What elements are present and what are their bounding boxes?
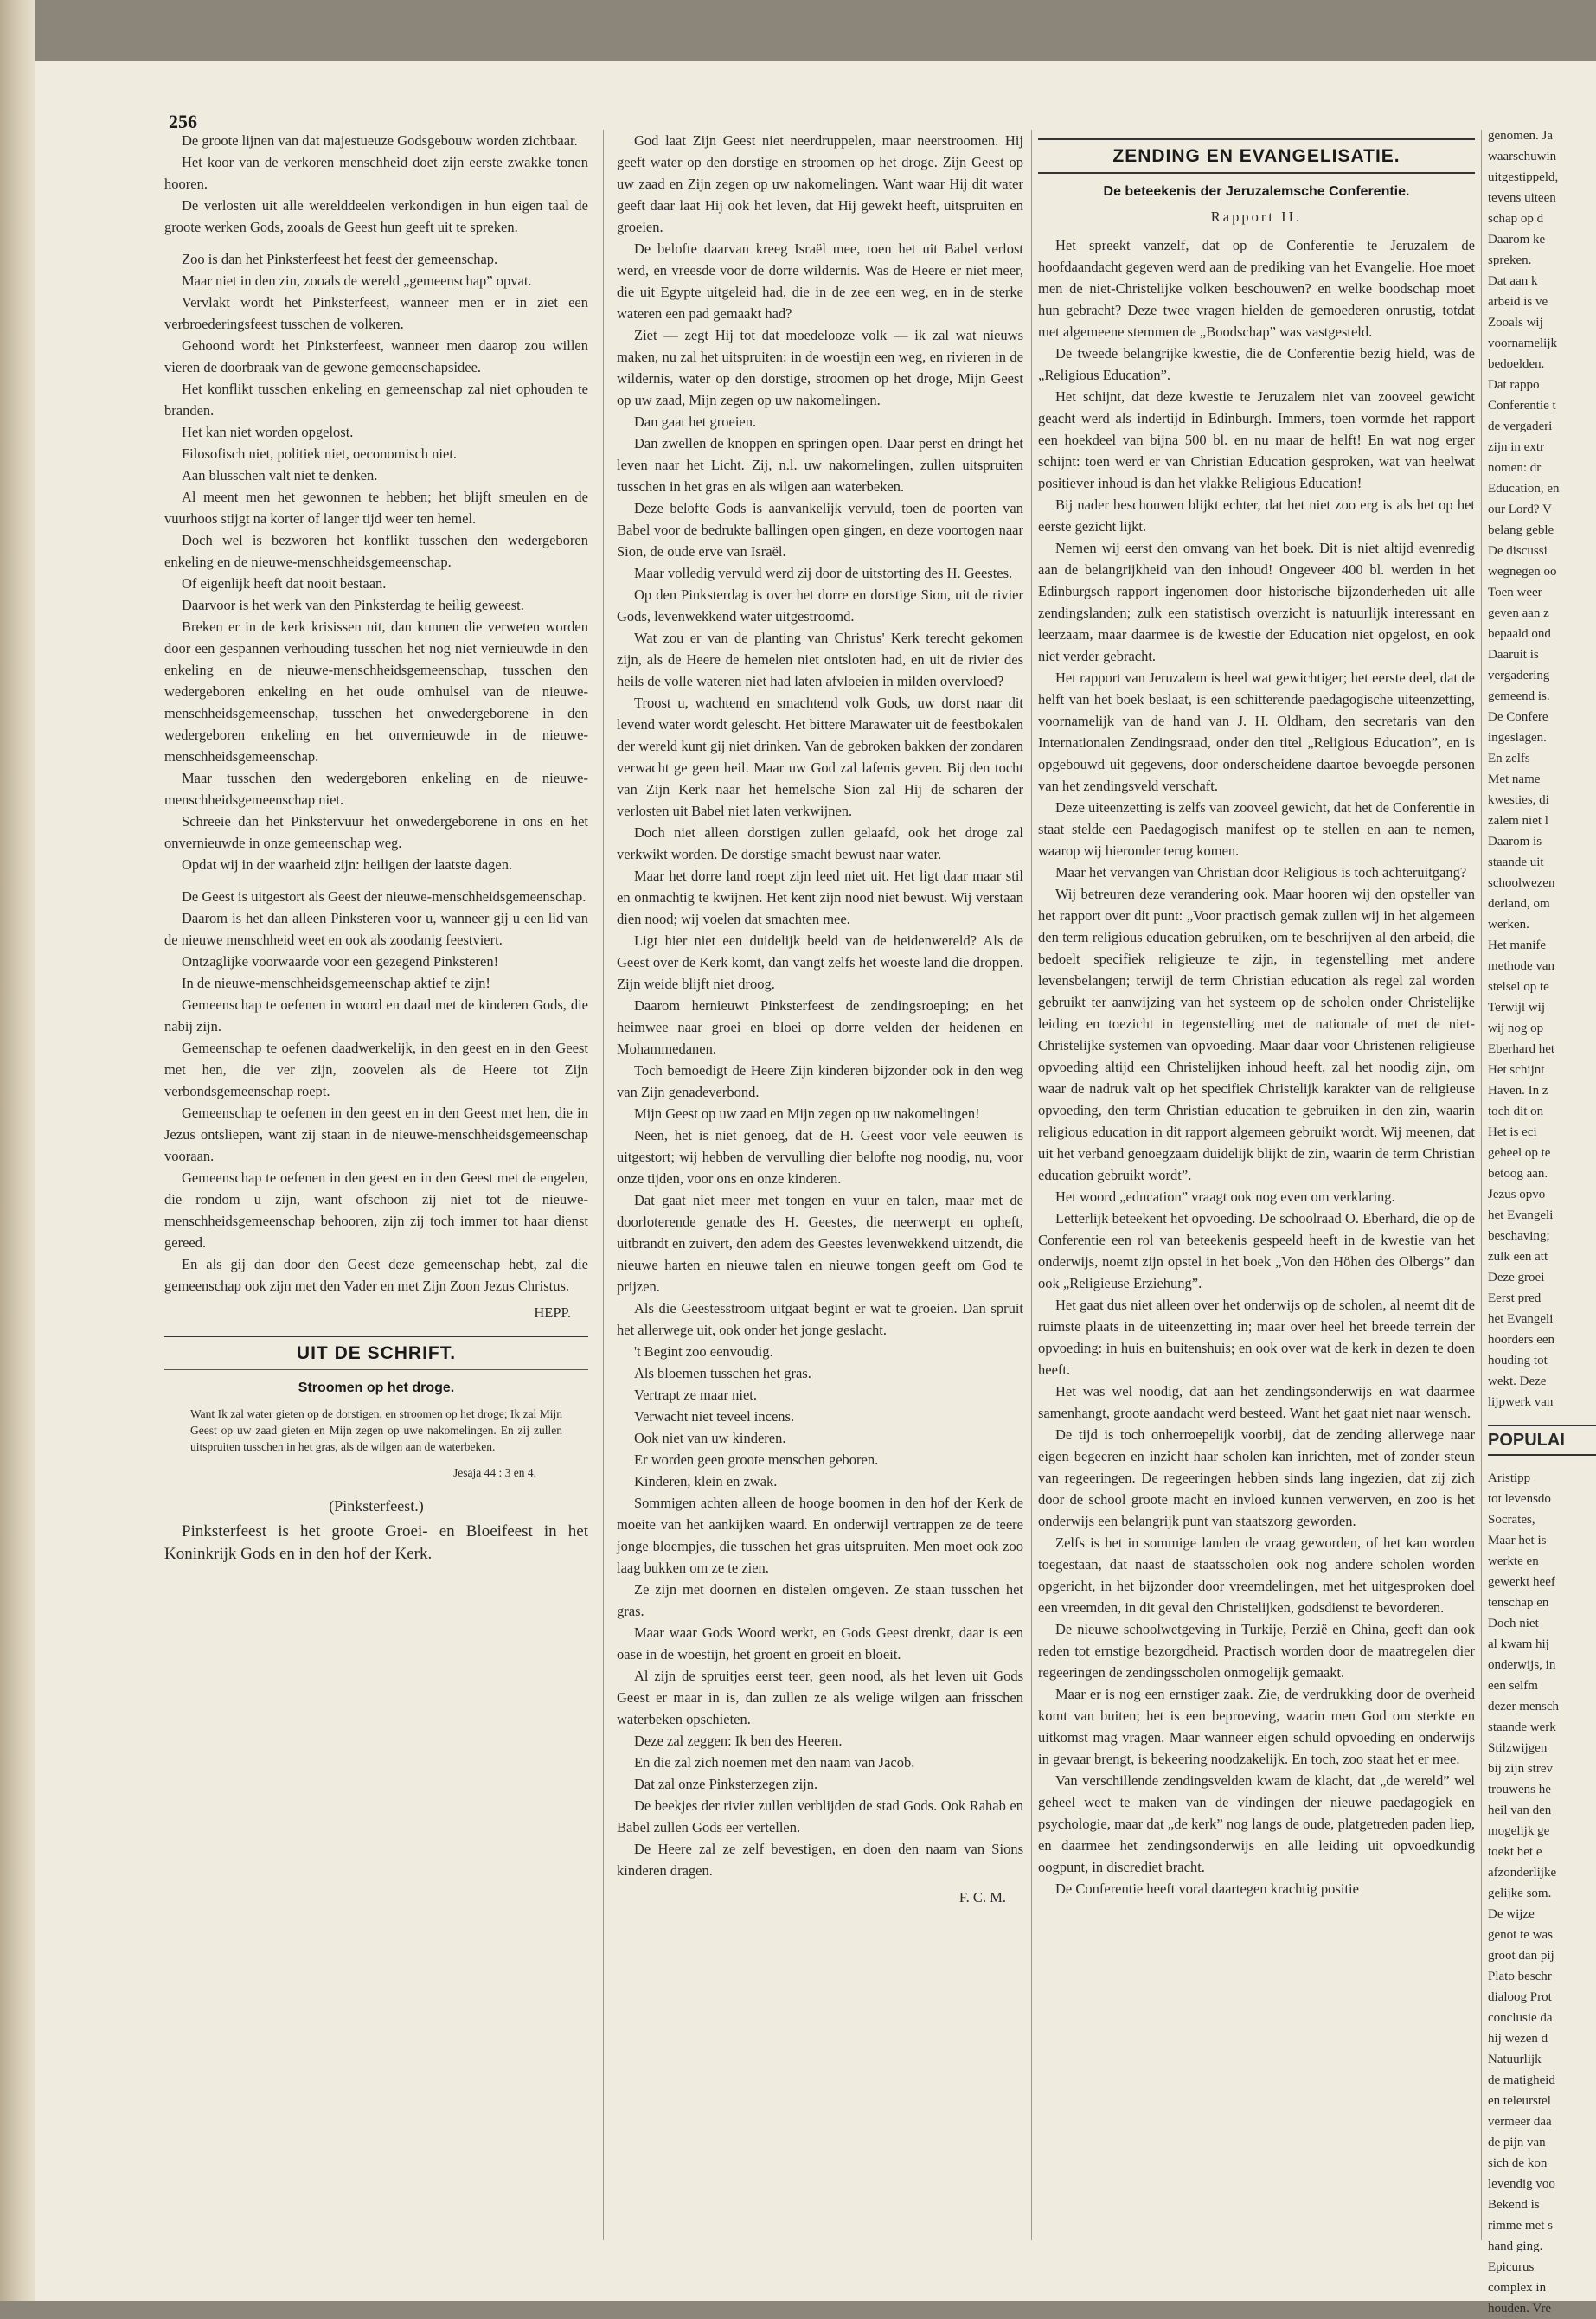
paragraph: derland, om [1488, 897, 1550, 911]
paragraph: Dat aan k [1488, 274, 1538, 288]
paragraph: Kinderen, klein en zwak. [634, 1473, 778, 1489]
paragraph: wij nog op [1488, 1022, 1544, 1035]
article-subtitle: (Pinksterfeest.) [329, 1497, 424, 1515]
paragraph: conclusie da [1488, 2011, 1553, 2025]
paragraph: Terwijl wij [1488, 1001, 1546, 1015]
paragraph: Al zijn de spruitjes eerst teer, geen nood, als het leven uit Gods Geest er maar in is, dan zullen ze als welige wilgen aan frisschen waterbeken opschieten. [617, 1668, 1023, 1727]
paragraph: ingeslagen. [1488, 731, 1547, 745]
paragraph: our Lord? V [1488, 503, 1552, 516]
paragraph: Ze zijn met doornen en distelen omgeven. Ze staan tusschen het gras. [617, 1581, 1023, 1619]
paragraph: Dat gaat niet meer met tongen en vuur en talen, maar met de doorloterende genade des H. Geestes, die neerwerpt en opheft, uitbrandt en zuivert, den adem des Geestes levenwekkend uitzendt, die nieuwe harten en nieuwe talen en nieuwe tongen geeft om God te prijzen. [617, 1192, 1023, 1295]
paragraph: Socrates, [1488, 1513, 1535, 1527]
paragraph: De Confere [1488, 710, 1548, 724]
paragraph: stelsel op te [1488, 980, 1549, 994]
paragraph: 't Begint zoo eenvoudig. [634, 1343, 773, 1360]
column-rule [1031, 130, 1032, 2240]
paragraph: Aristipp [1488, 1471, 1531, 1485]
section-title-zending: ZENDING EN EVANGELISATIE. [1112, 146, 1401, 166]
paragraph: tot levensdo [1488, 1492, 1551, 1506]
paragraph: beschaving; [1488, 1229, 1550, 1243]
column-4-bottom [1488, 1468, 1596, 2319]
column-2-body [617, 130, 1023, 1881]
paragraph: gewerkt heef [1488, 1575, 1555, 1589]
paragraph: De belofte daarvan kreeg Israël mee, toen het uit Babel verlost werd, en vreesde voor de dorre wildernis. Was de Heere er niet meer, die uit Egypte uitgeleid had, die in de zee een weg, en in de sterke wateren een pad gemaakt had? [617, 240, 1023, 322]
paragraph: gelijke som. [1488, 1887, 1552, 1900]
paragraph: toekt het e [1488, 1845, 1542, 1859]
paragraph: Het koor van de verkoren menschheid doet zijn eerste zwakke tonen hooren. [164, 154, 588, 192]
paragraph: Ook niet van uw kinderen. [634, 1430, 786, 1446]
paragraph: Bij nader beschouwen blijkt echter, dat het niet zoo erg is als het op het eerste gezicht lijkt. [1038, 496, 1475, 535]
paragraph: Epicurus [1488, 2260, 1535, 2274]
paragraph: nomen: dr [1488, 461, 1542, 475]
paragraph: al kwam hij [1488, 1637, 1549, 1651]
paragraph: Opdat wij in der waarheid zijn: heiligen der laatste dagen. [182, 856, 513, 873]
paragraph: schoolwezen [1488, 876, 1555, 890]
paragraph: Maar er is nog een ernstiger zaak. Zie, de verdrukking door de overheid komt van buiten; het is een beproeving, waarin men God om sterkte en uitkomst mag vragen. Maar wanneer eigen schuld opvoeding en onderwijs in gevaar brengt, is bekeering noodzakelijk. En toch, zoo staat het er mee. [1038, 1686, 1475, 1767]
paragraph: De nieuwe schoolwetgeving in Turkije, Perzië en China, geeft dan ook reden tot ernstige bezorgdheid. Practisch worden door de maatregelen dier regeeringen de zendingsscholen onmogelijk gemaakt. [1038, 1621, 1475, 1681]
paragraph: Wij betreuren deze verandering ook. Maar hooren wij den opsteller van het rapport over dit punt: „Voor practisch gemak zullen wij in het algemeen den term religious education gebruiken, om te beschrijven al den arbeid, die bedoelt specifiek religieuze te zijn, in tegenstelling met andere levensbelangen; terwijl de term Christian education als regel zal worden gebruikt ter aanwijzing van het systeem op de scholen onder Christelijke leiding en toezicht in tegenstelling met de nationale of met de niet-Christelijke systemen van opvoeding. Maar daar voor Christenen religieuse opvoeding altijd een Christelijken inhoud heeft, zal het noodig zijn, om waar de nadruk valt op het specifiek Christelijk karakter van de religieuse opvoeding, den term Christian education te gebruiken in den zin, waarin religious education in dit rapport algemeen gebruikt wordt. Wij meenen, dat uit het verband genoegzaam duidelijk blijkt de zin, waarin de term Christian education gebruikt wordt”. [1038, 886, 1475, 1183]
paragraph: En als gij dan door den Geest deze gemeenschap hebt, zal die gemeenschap ook zijn met den Vader en met Zijn Zoon Jezus Christus. [164, 1256, 588, 1294]
paragraph: Nemen wij eerst den omvang van het boek. Dit is niet altijd evenredig aan de belangrijkheid van den inhoud! Ongeveer 400 bl. werden in het Edinburgsch rapport ingenomen door historische bijzonderheden uit alle zendingslanden; zulk een statistisch overzicht is natuurlijk interessant en leerzaam, maar daarmee is de kwestie der Education niet opgelost, en ook niet verder gebracht. [1038, 540, 1475, 664]
column-3 [1038, 138, 1475, 2258]
paragraph: kwesties, di [1488, 793, 1549, 807]
paragraph: Wat zou er van de planting van Christus' Kerk terecht gekomen zijn, als de Heere de hemelen niet ontsloten had, en uit de rivier des heils de volle wateren niet had laten afvloeien in milden overvloed? [617, 630, 1023, 689]
column-1 [164, 130, 588, 2258]
paragraph: Doch niet [1488, 1617, 1539, 1630]
paragraph: God laat Zijn Geest niet neerdruppelen, maar neerstroomen. Hij geeft water op den dorstige en stroomen op het droge. Zijn Geest op uw zaad en Zijn zegen op uw nakomelingen. Want waar Hij dit water geeft daar laat Hij ook het leven, dat Hij gewekt heeft, uitspruiten en groeien. [617, 132, 1023, 235]
paragraph: Conferentie t [1488, 399, 1556, 413]
signature-hepp: HEPP. [534, 1304, 571, 1321]
paragraph: de pijn van [1488, 2136, 1546, 2149]
column-3-body [1038, 234, 1475, 1899]
page-number: 256 [169, 111, 197, 132]
paragraph: dialoog Prot [1488, 1990, 1552, 2004]
paragraph: Maar het vervangen van Christian door Religious is toch achteruitgang? [1055, 864, 1467, 881]
divider [164, 1336, 588, 1337]
paragraph: Haven. In z [1488, 1084, 1548, 1098]
paragraph: En die zal zich noemen met den naam van Jacob. [634, 1754, 915, 1771]
paragraph: genot te was [1488, 1928, 1553, 1942]
paragraph: voornamelijk [1488, 336, 1557, 350]
paragraph: het Evangeli [1488, 1312, 1554, 1326]
paragraph: Maar volledig vervuld werd zij door de uitstorting des H. Geestes. [634, 565, 1013, 581]
paragraph: Vertrapt ze maar niet. [634, 1387, 758, 1403]
paragraph: Het spreekt vanzelf, dat op de Conferentie te Jeruzalem de hoofdaandacht gegeven werd aan de prediking van het Evangelie. Hoe moet men de niet-Christelijke volken beschouwen? en welke boodschap moet hun gebracht? Deze twee vragen hielden de gemoederen onrustig, totdat met algemeene stemmen de „Boodschap” was vastgesteld. [1038, 237, 1475, 340]
scripture-reference: Jesaja 44 : 3 en 4. [453, 1466, 536, 1479]
paragraph: De wijze [1488, 1907, 1535, 1921]
column-4-top [1488, 125, 1596, 1413]
paragraph: In de nieuwe-menschheidsgemeenschap aktief te zijn! [182, 975, 490, 991]
paragraph: De beekjes der rivier zullen verblijden de stad Gods. Ook Rahab en Babel zullen Gods eer vertellen. [617, 1797, 1023, 1835]
paragraph: werkte en [1488, 1554, 1539, 1568]
paragraph: dezer mensch [1488, 1700, 1560, 1714]
divider [164, 1369, 588, 1370]
paragraph: Het schijnt, dat deze kwestie te Jeruzalem niet van zooveel gewicht geacht werd als indertijd in Edinburgh. Immers, toen vormde het rapport een hoekdeel van bijna 500 bl. en nu maar de helft! En wat nog erger schijnt: toen werd er van Christian Education gesproken, wat van heelwat positiever inhoud is dan het vlakke Religious Education! [1038, 388, 1475, 491]
paragraph: Dan zwellen de knoppen en springen open. Daar perst en dringt het leven naar het Licht. Zij, n.l. uw nakomelingen, zullen uitspruiten tusschen in het gras en als wilgen aan waterbeken. [617, 435, 1023, 495]
signature-fcm: F. C. M. [958, 1889, 1006, 1906]
paragraph: Het kan niet worden opgelost. [182, 424, 354, 440]
paragraph: Het woord „education” vraagt ook nog even om verklaring. [1055, 1188, 1395, 1205]
paragraph: Daarom ke [1488, 233, 1546, 247]
paragraph: zalem niet l [1488, 814, 1548, 828]
paragraph: Als die Geestesstroom uitgaat begint er wat te groeien. Dan spruit het allerwege uit, ook onder het jonge geslacht. [617, 1300, 1023, 1338]
paragraph: lijpwerk van [1488, 1395, 1554, 1409]
paragraph: waarschuwin [1488, 150, 1557, 163]
paragraph: hij wezen d [1488, 2032, 1548, 2046]
paragraph: Deze belofte Gods is aanvankelijk vervuld, toen de poorten van Babel voor de bedrukte ballingen open gingen, en deze voortogen naar Sion, de oude erve van Israël. [617, 500, 1023, 560]
paragraph: Ligt hier niet een duidelijk beeld van de heidenwereld? Als de Geest over de Kerk komt, dan vangt zelfs het woeste land die droppen. Zijn weide blijft niet droog. [617, 932, 1023, 992]
paragraph: toch dit on [1488, 1105, 1544, 1118]
article-intro: Pinksterfeest is het groote Groei- en Bloeifeest in het Koninkrijk Gods en in den hof der Kerk. [164, 1522, 588, 1563]
paragraph: Plato beschr [1488, 1970, 1552, 1983]
paragraph: genomen. Ja [1488, 129, 1553, 143]
paragraph: vermeer daa [1488, 2115, 1552, 2129]
paragraph: staande werk [1488, 1720, 1556, 1734]
paragraph: Ontzaglijke voorwaarde voor een gezegend Pinksteren! [182, 953, 499, 970]
paragraph: Het is eci [1488, 1125, 1537, 1139]
paragraph: Schreeie dan het Pinkstervuur het onwedergeborene in ons en het onvernieuwde in onze gemeenschap weg. [164, 813, 588, 851]
paragraph: hoorders een [1488, 1333, 1555, 1347]
paragraph: bedoelden. [1488, 357, 1545, 371]
paragraph: Het gaat dus niet alleen over het onderwijs op de scholen, al neemt dit de ruimste plaats in de uiteenzetting in; maar over heel het breede terrein der opvoeding: in huis en buitenshuis; en ook over wat de kerk in dezen te doen heeft. [1038, 1297, 1475, 1378]
paragraph: spreken. [1488, 253, 1532, 267]
paragraph: Jezus opvo [1488, 1188, 1546, 1201]
paragraph: Gemeenschap te oefenen in woord en daad met de kinderen Gods, die nabij zijn. [164, 996, 588, 1035]
paragraph: Gemeenschap te oefenen daadwerkelijk, in den geest en in den Geest met hen, die ver zijn, zoovelen als de Heere tot Zijn verbondsgemeenschap roept. [164, 1040, 588, 1099]
paragraph: hand ging. [1488, 2239, 1543, 2253]
paragraph: Aan blusschen valt niet te denken. [182, 467, 378, 484]
article-title-stroomen: Stroomen op het droge. [298, 1381, 455, 1395]
paragraph: bij zijn strev [1488, 1762, 1553, 1776]
divider [1038, 138, 1475, 140]
paragraph: de vergaderi [1488, 420, 1553, 433]
section-title-uit-de-schrift: UIT DE SCHRIFT. [296, 1343, 457, 1363]
paragraph: Neen, het is niet genoeg, dat de H. Geest voor vele eeuwen is uitgestort; wij hebben de vervulling dier belofte nog noodig, nu, voor onze tijden, voor ons en onze kinderen. [617, 1127, 1023, 1187]
paragraph: Maar niet in den zin, zooals de wereld „gemeenschap” opvat. [182, 272, 532, 289]
paragraph: gemeend is. [1488, 689, 1550, 703]
paragraph: Als bloemen tusschen het gras. [634, 1365, 811, 1381]
column-4-cropped [1488, 125, 1596, 2316]
paragraph: Of eigenlijk heeft dat nooit bestaan. [182, 575, 387, 592]
article-title-conferentie: De beteekenis der Jeruzalemsche Conferentie. [1103, 184, 1410, 199]
paragraph: Eerst pred [1488, 1291, 1542, 1305]
paragraph: En zelfs [1488, 752, 1530, 766]
column-rule [603, 130, 604, 2240]
paragraph: Ziet — zegt Hij tot dat moedelooze volk — ik zal wat nieuws maken, nu zal het uitspruiten: in de woestijn een weg, en rivieren in de wildernis, water op den dorstige, stroomen op het droge, Mijn Geest op uw zaad, Mijn zegen op uw nakomelingen. [617, 327, 1023, 408]
paragraph: zijn in extr [1488, 440, 1544, 454]
paragraph: Daarom is [1488, 835, 1542, 849]
paragraph: Maar het dorre land roept zijn leed niet uit. Het ligt daar maar stil en onmachtig te kwijnen. Het kent zijn nood niet bewust. Wij verstaan dien nood; wij voelen dat smachten mee. [617, 868, 1023, 927]
paragraph: Er worden geen groote menschen geboren. [634, 1451, 879, 1468]
paragraph: De verlosten uit alle werelddeelen verkondigen in hun eigen taal de groote werken Gods, zooals de Geest hun geeft uit te spreken. [164, 197, 588, 235]
paragraph: belang geble [1488, 523, 1554, 537]
paragraph: wegnegen oo [1488, 565, 1557, 579]
paragraph: Het manife [1488, 938, 1547, 952]
book-gutter [0, 0, 35, 2301]
paragraph: houden. Vre [1488, 2302, 1551, 2316]
paragraph: Zoo is dan het Pinksterfeest het feest der gemeenschap. [182, 251, 498, 267]
paragraph: groot dan pij [1488, 1949, 1554, 1963]
paragraph: Het rapport van Jeruzalem is heel wat gewichtiger; het eerste deel, dat de helft van het boek beslaat, is een schitterende paedagogische uiteenzetting, voornamelijk van de hand van J. H. Oldham, den secretaris van den Internationalen Zendingsraad, onder den titel „Religious Education”, en is opgebouwd uit gegevens, door onderscheidene daartoe bevoegde personen van het zendingsveld verschaft. [1038, 669, 1475, 794]
paragraph: Vervlakt wordt het Pinksterfeest, wanneer men er in ziet een verbroederingsfeest tusschen de volkeren. [164, 294, 588, 332]
paragraph: Maar waar Gods Woord werkt, en Gods Geest drenkt, daar is een oase in de woestijn, het groent en groeit en bloeit. [617, 1624, 1023, 1662]
paragraph: heil van den [1488, 1803, 1552, 1817]
paragraph: werken. [1488, 918, 1529, 932]
paragraph: De Heere zal ze zelf bevestigen, en doen den naam van Sions kinderen dragen. [617, 1841, 1023, 1879]
paragraph: Gemeenschap te oefenen in den geest en in den Geest met hen, die in Jezus ontsliepen, want zij staan in de nieuwe-menschheidsgemeenschap vooraan. [164, 1105, 588, 1164]
paragraph: Doch niet alleen dorstigen zullen gelaafd, ook het droge zal verkwikt worden. De dorstige smacht bewust naar water. [617, 824, 1023, 862]
paragraph: Sommigen achten alleen de hooge boomen in den hof der Kerk de moeite van het aankijken waard. En onderwijl vertrappen ze de teere jonge bloempjes, die tusschen het gras uitspruiten. Men moet ook zoo laag bukken om ze te zien. [617, 1495, 1023, 1576]
paragraph: Dat rappo [1488, 378, 1540, 392]
paragraph: Het was wel noodig, dat aan het zendingsonderwijs en wat daarmee samenhangt, groote aandacht werd besteed. Want het gaat niet naar wensch. [1038, 1383, 1475, 1421]
paragraph: tevens uiteen [1488, 191, 1556, 205]
paragraph: tenschap en [1488, 1596, 1549, 1610]
paragraph: uitgestippeld, [1488, 170, 1559, 184]
paragraph: methode van [1488, 959, 1555, 973]
paragraph: mogelijk ge [1488, 1824, 1550, 1838]
paragraph: vergadering [1488, 669, 1550, 682]
paragraph: geven aan z [1488, 606, 1549, 620]
column-rule [1481, 130, 1482, 2240]
divider [1038, 172, 1475, 174]
paragraph: betoog aan. [1488, 1167, 1548, 1181]
paragraph: schap op d [1488, 212, 1544, 226]
column-1-body [164, 130, 588, 1297]
paragraph: Bekend is [1488, 2198, 1540, 2212]
section-title-popular: POPULAI [1488, 1425, 1596, 1456]
paragraph: bepaald ond [1488, 627, 1551, 641]
paragraph: Met name [1488, 772, 1541, 786]
paragraph: Filosofisch niet, politiek niet, oeconomisch niet. [182, 445, 458, 462]
paragraph: houding tot [1488, 1354, 1548, 1368]
paragraph: Toch bemoedigt de Heere Zijn kinderen bijzonder ook in den weg van Zijn genadeverbond. [617, 1062, 1023, 1100]
paragraph: Dat zal onze Pinksterzegen zijn. [634, 1776, 818, 1792]
paragraph: Eberhard het [1488, 1042, 1555, 1056]
paragraph: Het konflikt tusschen enkeling en gemeenschap zal niet ophouden te branden. [164, 381, 588, 419]
paragraph: Zelfs is het in sommige landen de vraag geworden, of het kan worden toegestaan, dat naast de staatsscholen ook nog andere scholen worden opgericht, in het bijzonder door vreemdelingen, met het uitgesproken doel een vreemden, in dit geval den Christelijken, godsdienst te bevorderen. [1038, 1534, 1475, 1616]
paragraph: het Evangeli [1488, 1208, 1554, 1222]
report-number: Rapport II. [1210, 208, 1303, 225]
paragraph: Maar het is [1488, 1534, 1547, 1547]
paragraph: Natuurlijk [1488, 2053, 1542, 2066]
paragraph: onderwijs, in [1488, 1658, 1556, 1672]
paragraph: arbeid is ve [1488, 295, 1548, 309]
paragraph: Deze groei [1488, 1271, 1545, 1284]
paragraph: Toen weer [1488, 586, 1542, 599]
paragraph: Stilzwijgen [1488, 1741, 1548, 1755]
paragraph: Maar tusschen den wedergeboren enkeling en de nieuwe-menschheidsgemeenschap niet. [164, 770, 588, 808]
paragraph: Troost u, wachtend en smachtend volk Gods, uw dorst naar dit levend water wordt gelescht. Het bittere Marawater uit de feestbokalen der wereld kunt gij niet drinken. Van de gebroken bakken der zondaren verwacht ge geen heil. Maar uw God zal lafenis geven. Bij den tocht van Zijn Kerk naar het hemelsche Sion zal Hij de scharen der verlosten uit Babel niet laten verkwijnen. [617, 695, 1023, 819]
paragraph: een selfm [1488, 1679, 1538, 1693]
paragraph: De tijd is toch onherroepelijk voorbij, dat de zending allerwege naar eigen begeeren en inzicht haar scholen kan inrichten, met of zonder steun van regeeringen. De regeeringen hebben sinds lang ingezien, dat zij zich door de school groote macht en invloed kunnen verwerven, en zoo is het onderwijs een belangrijk punt van staatszorg geworden. [1038, 1426, 1475, 1529]
column-2 [617, 130, 1023, 2258]
paragraph: Deze uiteenzetting is zelfs van zooveel gewicht, dat het de Conferentie in staat stelde een Paedagogisch manifest op te stellen en aan te nemen, waarop wij hieronder terug komen. [1038, 799, 1475, 859]
paragraph: staande uit [1488, 855, 1544, 869]
paragraph: trouwens he [1488, 1783, 1551, 1797]
paragraph: de matigheid [1488, 2073, 1555, 2087]
paragraph: levendig voo [1488, 2177, 1555, 2191]
paragraph: De Conferentie heeft voral daartegen krachtig positie [1055, 1880, 1359, 1897]
scripture-quote: Want Ik zal water gieten op de dorstigen, en stroomen op het droge; Ik zal Mijn Geest op uw zaad gieten en Mijn zegen op uwe nakomelingen. En zij zullen uitspruiten tusschen in het gras, als de wilgen aan de waterbeken. [190, 1407, 562, 1453]
paragraph: Het schijnt [1488, 1063, 1545, 1077]
paragraph: Mijn Geest op uw zaad en Mijn zegen op uw nakomelingen! [634, 1105, 980, 1122]
paragraph: sich de kon [1488, 2156, 1548, 2170]
paragraph: De Geest is uitgestort als Geest der nieuwe-menschheidsgemeenschap. [182, 888, 586, 905]
paragraph: Daarom hernieuwt Pinksterfeest de zendingsroeping; en het heimwee naar groei en bloei op dorre velden der heidenen en Mohammedanen. [617, 997, 1023, 1057]
paragraph: Breken er in de kerk krisissen uit, dan kunnen die verweten worden door een gespannen verhouding tusschen het nog niet vernieuwde in den enkeling en de nieuwe-menschheidsgemeenschap, tusschen den wedergeboren enkeling en het oude omhulsel van de nieuwe-menschheidsgemeenschap, tusschen het onwedergeborene in den wedergeboren enkeling en het onvernieuwde in de nieuwe-menschheidsgemeenschap. [164, 618, 588, 765]
paragraph: De tweede belangrijke kwestie, die de Conferentie bezig hield, was de „Religious Education”. [1038, 345, 1475, 383]
paragraph: Daarom is het dan alleen Pinksteren voor u, wanneer gij u een lid van de nieuwe menschheid weet en ook als zoodanig feestviert. [164, 910, 588, 948]
paragraph: Zooals wij [1488, 316, 1543, 330]
paragraph: afzonderlijke [1488, 1866, 1557, 1880]
paragraph: Al meent men het gewonnen te hebben; het blijft smeulen en de vuurhoos stijgt na korter of langer tijd weer ten hemel. [164, 489, 588, 527]
paragraph: Letterlijk beteekent het opvoeding. De schoolraad O. Eberhard, die op de Conferentie een rol van beteekenis gespeeld heeft in de kwestie van het onderwijs, noemt zijn opstel in het boek „Von den Höhen des Olbergs” dan ook „Religieuse Erziehung”. [1038, 1210, 1475, 1291]
paragraph: en teleurstel [1488, 2094, 1551, 2108]
paragraph: Verwacht niet teveel incens. [634, 1408, 795, 1425]
paragraph: Dan gaat het groeien. [634, 413, 757, 430]
paragraph: Van verschillende zendingsvelden kwam de klacht, dat „de wereld” wel geheel weet te maken van de vindingen der nieuwe paedagogiek en psychologie, maar dat „de kerk” nog langs de oude, platgetreden paden liep, en daarmee het zendingsonderwijs en alle leiding uit opvoedkundig oogpunt, in discrediet bracht. [1038, 1772, 1475, 1875]
paragraph: Gemeenschap te oefenen in den geest en in den Geest met de engelen, die rondom u zijn, want ofschoon zij niet tot de nieuwe-menschheidsgemeenschap behooren, zijn zij toch immer tot haar dienst gereed. [164, 1169, 588, 1251]
paragraph: Deze zal zeggen: Ik ben des Heeren. [634, 1733, 843, 1749]
paragraph: De groote lijnen van dat majestueuze Godsgebouw worden zichtbaar. [182, 132, 578, 149]
paragraph: Op den Pinksterdag is over het dorre en dorstige Sion, uit de rivier Gods, levenwekkend water uitgestroomd. [617, 586, 1023, 625]
paragraph: wekt. Deze [1488, 1374, 1547, 1388]
paragraph: Education, en [1488, 482, 1560, 496]
paragraph: De discussi [1488, 544, 1548, 558]
paragraph: zulk een att [1488, 1250, 1548, 1264]
paragraph: complex in [1488, 2281, 1547, 2295]
paragraph: geheel op te [1488, 1146, 1551, 1160]
paragraph: Daaruit is [1488, 648, 1539, 662]
paragraph: Gehoond wordt het Pinksterfeest, wanneer men daarop zou willen vieren de doorbraak van de gewone gemeenschapsidee. [164, 337, 588, 375]
paragraph: Daarvoor is het werk van den Pinksterdag te heilig geweest. [182, 597, 524, 613]
paragraph: Doch wel is bezworen het konflikt tusschen den wedergeboren enkeling en de nieuwe-menschheidsgemeenschap. [164, 532, 588, 570]
paragraph: rimme met s [1488, 2219, 1553, 2233]
